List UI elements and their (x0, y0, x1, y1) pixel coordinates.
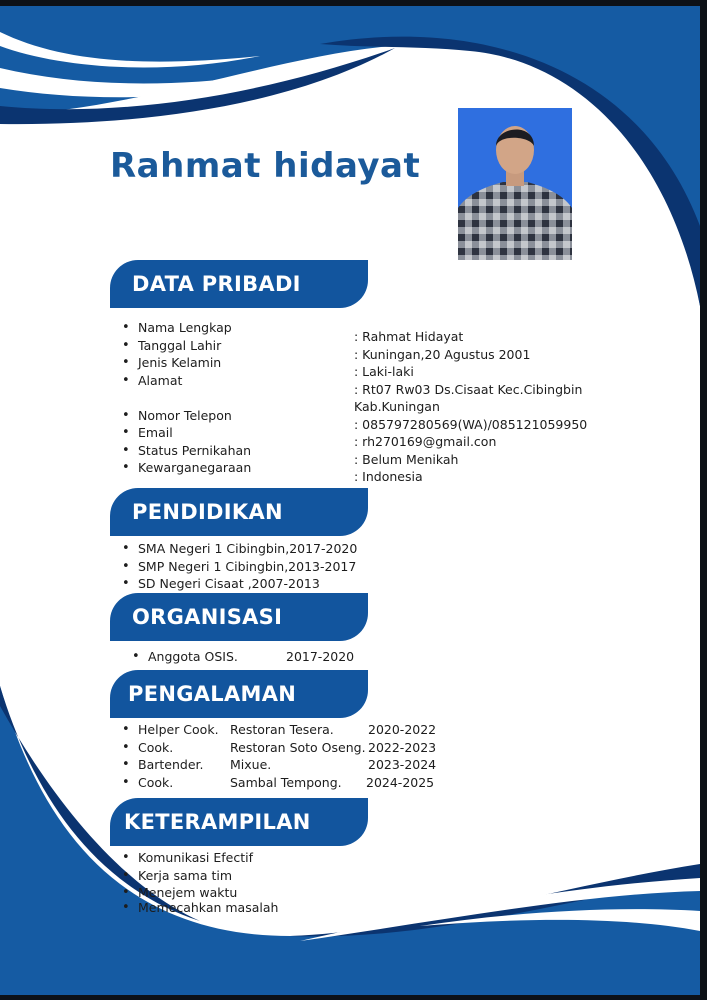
value-jenis-kelamin: : Laki-laki (354, 364, 414, 379)
value-nama-lengkap: : Rahmat Hidayat (354, 329, 464, 344)
label-alamat: • Alamat (120, 372, 251, 390)
experience-years: 2022-2023 (368, 739, 437, 755)
organization-item (130, 648, 354, 666)
label-email: • Email (120, 424, 251, 442)
organization-years: 2017-2020 (286, 649, 355, 664)
personal-data-values (354, 328, 587, 486)
experience-role: Helper Cook. (138, 722, 219, 737)
education-item: • SMP Negeri 1 Cibingbin,2013-2017 (120, 558, 357, 576)
value-alamat-line2: Kab.Kuningan (354, 399, 440, 414)
section-header-keterampilan: KETERAMPILAN (110, 798, 368, 846)
experience-item (120, 721, 436, 739)
value-alamat: : Rt07 Rw03 Ds.Cisaat Kec.Cibingbin (354, 381, 583, 397)
experience-place: Restoran Soto Oseng. (230, 739, 366, 755)
label-nomor-telepon: • Nomor Telepon (120, 407, 251, 425)
value-status-pernikahan: : Belum Menikah (354, 451, 459, 467)
experience-item (120, 756, 436, 774)
experience-place: Mixue. (230, 757, 272, 772)
organization-role: Anggota OSIS. (148, 649, 238, 664)
skill-item: • Kerja sama tim (120, 867, 278, 885)
candidate-name: Rahmat hidayat (110, 146, 421, 186)
value-email: : rh270169@gmail.con (354, 434, 497, 449)
experience-years: 2020-2022 (368, 722, 437, 737)
education-item: • SD Negeri Cisaat ,2007-2013 (120, 575, 357, 593)
skill-item: • Memecahkan masalah (120, 899, 278, 917)
experience-place: Sambal Tempong. (230, 774, 342, 790)
label-kewarganegaraan: • Kewarganegaraan (120, 459, 251, 477)
education-list (120, 540, 357, 593)
experience-role: Cook. (138, 739, 174, 755)
label-nama-lengkap: • Nama Lengkap (120, 319, 251, 337)
section-header-organisasi: ORGANISASI (110, 593, 368, 641)
label-jenis-kelamin: • Jenis Kelamin (120, 354, 251, 372)
section-header-pendidikan: PENDIDIKAN (110, 488, 368, 536)
experience-list (120, 721, 436, 791)
personal-data-labels (120, 319, 251, 477)
value-nomor-telepon: : 085797280569(WA)/085121059950 (354, 416, 588, 432)
education-item: • SMA Negeri 1 Cibingbin,2017-2020 (120, 540, 357, 558)
label-status-pernikahan: • Status Pernikahan (120, 442, 251, 460)
section-header-data-pribadi: DATA PRIBADI (110, 260, 368, 308)
organization-list (130, 648, 354, 666)
experience-item (120, 774, 436, 792)
value-tanggal-lahir: : Kuningan,20 Agustus 2001 (354, 346, 531, 362)
experience-role: Cook. (138, 774, 174, 790)
skill-item: • Komunikasi Efectif (120, 849, 278, 867)
value-kewarganegaraan: : Indonesia (354, 469, 423, 484)
experience-place: Restoran Tesera. (230, 722, 334, 737)
profile-photo (458, 108, 572, 260)
resume-page (0, 6, 700, 995)
experience-years: 2024-2025 (366, 774, 435, 790)
skills-list (120, 849, 278, 916)
experience-years: 2023-2024 (368, 757, 437, 772)
label-tanggal-lahir: • Tanggal Lahir (120, 337, 251, 355)
experience-item (120, 739, 436, 757)
skill-item: • Menejem waktu (120, 884, 278, 902)
experience-role: Bartender. (138, 757, 204, 772)
section-header-pengalaman: PENGALAMAN (110, 670, 368, 718)
